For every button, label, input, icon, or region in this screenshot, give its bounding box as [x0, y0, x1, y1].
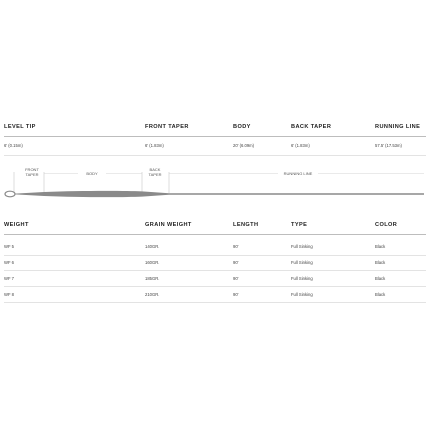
value-running-line: 57.5' (17.53m) [375, 143, 402, 148]
cell-color: Black [375, 260, 386, 265]
value-back-taper: 6' (1.83m) [291, 143, 310, 148]
header-weight: WEIGHT [4, 222, 29, 228]
header-grain-weight: GRAIN WEIGHT [145, 222, 192, 228]
cell-type: Full Sinking [291, 276, 313, 281]
header-body: BODY [233, 124, 251, 130]
line-taper-shape [15, 191, 424, 197]
cell-type: Full Sinking [291, 292, 313, 297]
cell-weight: WF 8 [4, 292, 15, 297]
value-front-taper: 6' (1.83m) [145, 143, 164, 148]
cell-length: 90' [233, 292, 239, 297]
header-running-line: RUNNING LINE [375, 124, 421, 130]
header-level-tip: LEVEL TIP [4, 124, 36, 130]
header-type: TYPE [291, 222, 308, 228]
cell-color: Black [375, 292, 386, 297]
cell-grain-weight: 160GR. [145, 260, 160, 265]
label-front-taper: FRONT TAPER [25, 167, 39, 177]
cell-weight: WF 6 [4, 260, 15, 265]
divider [4, 286, 426, 287]
value-body: 20' (6.09m) [233, 143, 255, 148]
header-front-taper: FRONT TAPER [145, 124, 189, 130]
label-running-line: RUNNING LINE [283, 171, 313, 176]
cell-grain-weight: 185GR. [145, 276, 160, 281]
divider [4, 255, 426, 256]
cell-length: 90' [233, 276, 239, 281]
label-body: BODY [86, 171, 98, 176]
divider [4, 302, 426, 303]
line-loop [5, 191, 15, 197]
cell-grain-weight: 140GR. [145, 244, 160, 249]
divider [4, 234, 426, 235]
cell-weight: WF 5 [4, 244, 15, 249]
cell-grain-weight: 210GR. [145, 292, 160, 297]
header-back-taper: BACK TAPER [291, 124, 332, 130]
cell-length: 90' [233, 244, 239, 249]
cell-weight: WF 7 [4, 276, 15, 281]
value-level-tip: 6' (0.15m) [4, 143, 23, 148]
cell-type: Full Sinking [291, 244, 313, 249]
divider [4, 270, 426, 271]
label-back-taper: BACK TAPER [148, 167, 162, 177]
cell-length: 90' [233, 260, 239, 265]
cell-color: Black [375, 276, 386, 281]
cell-color: Black [375, 244, 386, 249]
header-color: COLOR [375, 222, 398, 228]
cell-type: Full Sinking [291, 260, 313, 265]
header-length: LENGTH [233, 222, 259, 228]
